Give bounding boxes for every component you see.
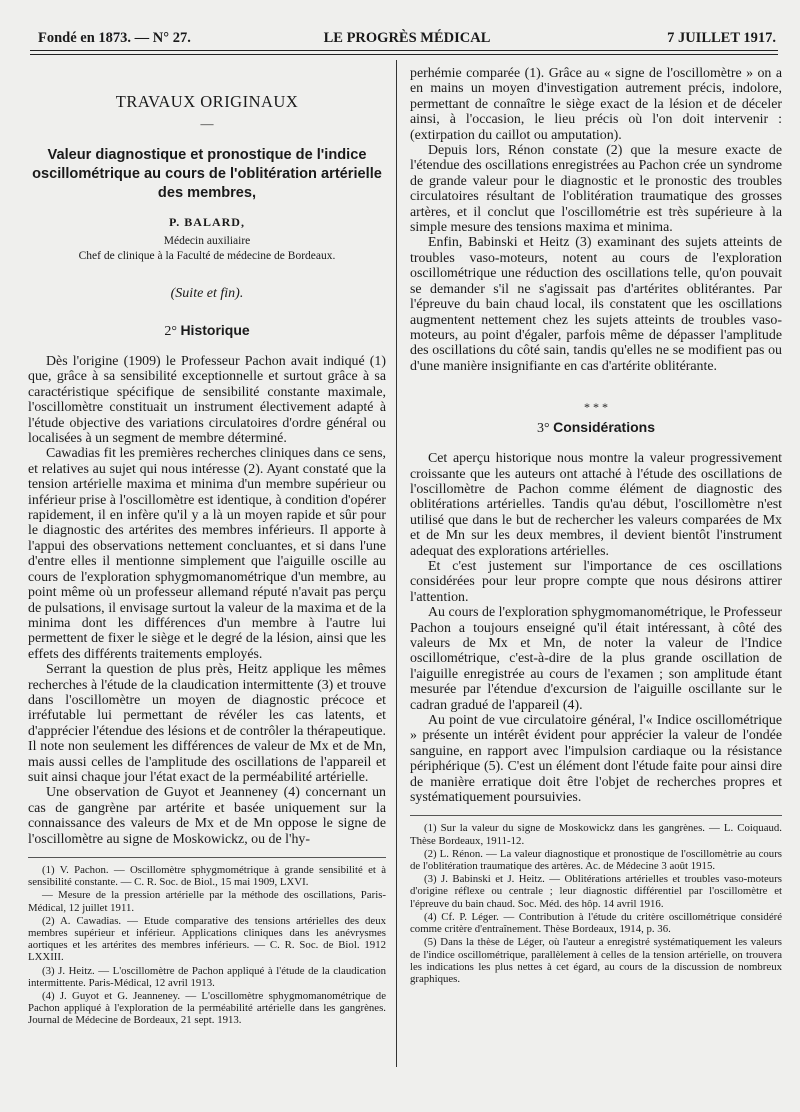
- footnote: (2) A. Cawadias. — Etude comparative des tensions artérielles des deux membres supérieur et inférieur. Applications cliniques dans les anévrysmes aortiques et les artérites des membres inférieurs. — C. R. Soc. de Biol. 1912 LXXIII.: [28, 914, 386, 964]
- left-column: [28, 70, 386, 1028]
- section-separator: * * *: [584, 400, 608, 415]
- article-title: Valeur diagnostique et pronostique de l'indice oscillométrique au cours de l'oblitération artérielle des membres,: [32, 147, 382, 201]
- header-founded: Fondé en 1873. — N° 27.: [38, 30, 191, 46]
- footnote: (5) Dans la thèse de Léger, où l'auteur a enregistré systématiquement les valeurs de l'indice oscillométrique, parallèlement à celles de la tension artérielle, on trouvera les indications les plus nettes à cet égard, au cours de la discussion de nombreux graphiques.: [410, 936, 782, 985]
- paragraph: Depuis lors, Rénon constate (2) que la mesure exacte de l'étendue des oscillations enregistrées au Pachon crée un syndrome de grande valeur pour le diagnostic et le pronostic des troubles circulatoires résultant de l'oblitération traumatique des grosses artères, et il conclut que l'oscillométrie est très supérieure à la simple mesure des tensions maxima et minima.: [410, 143, 782, 236]
- paragraph: perhémie comparée (1). Grâce au « signe de l'oscillomètre » on a en mains un moyen d'investigation autrement précis, indolore, permettant de connaître le siège exact de la lésion et de déceler ainsi, à l'occasion, le lieu précis où l'on doit intervenir : (extirpation du caillot ou amputation).: [410, 66, 782, 143]
- footnote: (1) Sur la valeur du signe de Moskowickz dans les gangrènes. — L. Coiquaud. Thèse Bordeaux, 1911-12.: [410, 822, 782, 847]
- continued-note: (Suite et fin).: [170, 286, 244, 301]
- header-rule-thin: [30, 54, 778, 55]
- author-affiliation: Chef de clinique à la Faculté de médecine de Bordeaux.: [78, 250, 336, 262]
- right-column: [410, 66, 782, 986]
- page-header: [38, 30, 776, 50]
- paragraph: Enfin, Babinski et Heitz (3) examinant des sujets atteints de troubles vaso-moteurs, notent au cours de l'exploration oscillométrique une réduction des oscillations telle, qu'on pouvait se demander s'il ne s'agissait pas d'artérites oblitérantes. Par l'épreuve du bain chaud local, ils constatent que les oscillations augmentent nettement chez les sujets atteints de troubles vaso-moteurs, au point d'égaler, parfois même de dépasser l'amplitude des oscillations du côté sain, tandis qu'elles ne se modifient pas ou d'une manière insignifiante en cas d'artérite oblitérante.: [410, 235, 782, 374]
- footnote: (4) J. Guyot et G. Jeanneney. — L'oscillomètre sphygmomanométrique de Pachon appliqué à l'exploration de la perméabilité artérielle dans les gangrènes. Journal de Médecine de Bordeaux, 21 sept. 1913.: [28, 990, 386, 1027]
- footnote: (4) Cf. P. Léger. — Contribution à l'étude du critère oscillométrique considéré comme critère d'entraînement. Thèse Bordeaux, 1914, p. 36.: [410, 910, 782, 936]
- author-role: Médecin auxiliaire: [163, 235, 251, 247]
- section-title: TRAVAUX ORIGINAUX: [115, 92, 299, 111]
- paragraph: Dès l'origine (1909) le Professeur Pachon avait indiqué (1) que, grâce à sa sensibilité exceptionnelle et surtout grâce à sa caractéristique spécifique de sensibilité constante maximale, l'oscillomètre constituait un instrument électivement adapté à l'étude objective des variations circulatoires d'ordre général ou localisées à un segment de membre déterminé.: [28, 354, 386, 447]
- subsection-number: 2°: [164, 324, 177, 339]
- journal-title: LE PROGRÈS MÉDICAL: [323, 30, 491, 46]
- footnote: — Mesure de la pression artérielle par la méthode des oscillations, Paris-Médical, 12 juillet 1911.: [28, 889, 386, 914]
- paragraph: Au point de vue circulatoire général, l'« Indice oscillométrique » présente un intérêt évident pour apprécier la valeur de l'ondée sanguine, en rapport avec l'impulsion cardiaque ou la résistance périphérique (5). C'est un élément dont l'étude faite pour ainsi dire de manière erratique doit être l'objet de recherches propres et systématiquement poursuivies.: [410, 713, 782, 806]
- footnote: (3) J. Heitz. — L'oscillomètre de Pachon appliqué à l'étude de la claudication intermittente. Paris-Médical, 12 avril 1913.: [28, 964, 386, 989]
- subsection-number: 3°: [536, 421, 550, 437]
- subsection-title: Historique: [180, 322, 250, 338]
- paragraph: Au cours de l'exploration sphygmomanométrique, le Professeur Pachon a toujours enseigné qu'il était intéressant, à côté des valeurs de Mx et Mn, de noter la valeur de l'Indice oscillométrique, c'est-à-dire de la plus grande oscillation de l'aiguille enregistrée au cours de l'examen ; son amplitude étant mesurée par l'étendue d'excursion de l'aiguille oscillante sur le cadran gradué de l'appareil (4).: [410, 605, 782, 713]
- footnote-rule: [410, 815, 782, 816]
- title-dash: —: [200, 116, 214, 131]
- subsection-title: Considérations: [553, 419, 655, 436]
- subsection-heading: [28, 322, 386, 340]
- column-divider: [396, 60, 397, 1067]
- author-name: P. BALARD,: [169, 215, 245, 229]
- paragraph: Et c'est justement sur l'importance de ces oscillations considérées pour leur propre compte que nous désirons attirer l'attention.: [410, 558, 782, 605]
- issue-date: 7 JUILLET 1917.: [667, 30, 776, 46]
- footnote: (2) L. Rénon. — La valeur diagnostique et pronostique de l'oscillomètrie au cours de l'oblitération traumatique des artères. Ac. de Médecine 3 août 1915.: [410, 847, 782, 873]
- paragraph: Cet aperçu historique nous montre la valeur progressivement croissante que les auteurs ont attaché à l'étude des oscillations de l'oscillomètre de Pachon comme élément de diagnostic des oblitérations artérielles. Tandis qu'au début, l'oscillomètre n'est utilisé que dans le but de rechercher les valeurs comparées de Mx et de Mn sur les deux membres, il devient bientôt l'instrument adequat des explorations artérielles.: [410, 451, 782, 559]
- paragraph: Une observation de Guyot et Jeanneney (4) concernant un cas de gangrène par artérite et basée uniquement sur la connaissance des valeurs de Mx et de Mn oppose le signe de l'oscillomètre au signe de Moskowickz, ou de l'hy-: [28, 785, 386, 847]
- footnote-rule: [28, 857, 386, 858]
- paragraph: Cawadias fit les premières recherches cliniques dans ce sens, et relatives au sujet qui nous intéresse (2). Ayant constaté que la tension artérielle maxima et minima d'un membre supérieur ou inférieur prise à l'oscillomètre est identique, à condition d'opérer rapidement, il en infère qu'il y a là un moyen rapide et sûr pour le diagnostic des artérites des membres inférieurs. Il apporte à l'appui des observations nettement concluantes, et si dans l'une d'entre elles il mentionne simplement que l'aiguille oscille au cours de l'exploration sphygmomanométrique d'un membre, au point même où un professeur allemand réputé n'avait pas perçu de pulsations, il envisage surtout la valeur de la maxima et de la minima dont les différences d'un membre à l'autre lui permettent de fixer le siège et le degré de la lésion, ainsi que les effets des différents traitements employés.: [28, 446, 386, 662]
- paragraph: Serrant la question de plus près, Heitz applique les mêmes recherches à l'étude de la claudication intermittente (3) et trouve dans l'oscillomètre un moyen de diagnostic précoce et irréfutable lui permettant de révéler les cas latents, et d'apprécier l'étendue des lésions et de contrôler la thérapeutique. Il note non seulement les différences de valeur de Mx et de Mn, mais aussi celles de l'amplitude des oscillations de l'appareil et suit ainsi chaque jour l'état exact de la perméabilité artérielle.: [28, 662, 386, 785]
- header-rule: [30, 50, 778, 51]
- subsection-heading: [410, 419, 782, 437]
- footnote: (3) J. Babinski et J. Heitz. — Oblitérations artérielles et troubles vaso-moteurs d'origine réflexe ou centrale ; leur diagnostic différentiel par l'oscillomètre et l'épreuve du bain chaud. Soc. Méd. des hôp. 14 avril 1916.: [410, 873, 782, 910]
- footnote: (1) V. Pachon. — Oscillomètre sphygmométrique à grande sensibilité et à sensibilité constante. — C. R. Soc. de Biol., 15 mai 1909, LXVI.: [28, 864, 386, 889]
